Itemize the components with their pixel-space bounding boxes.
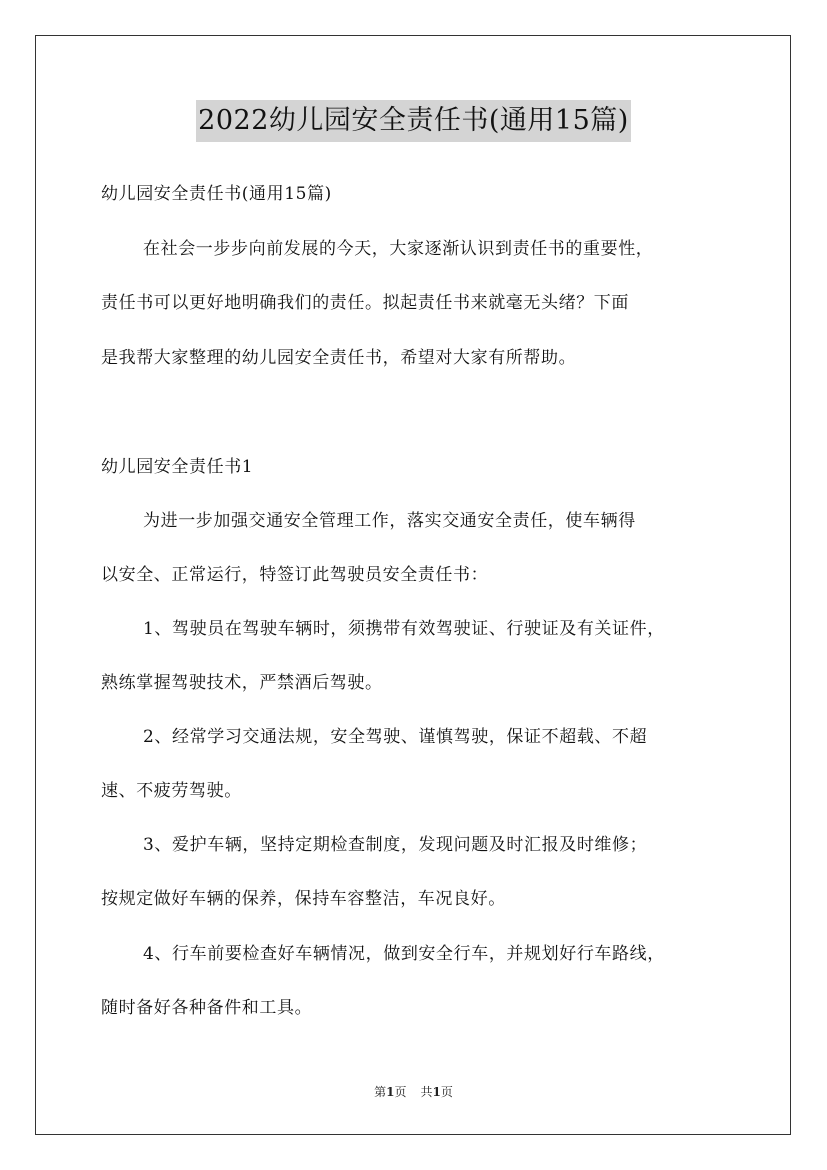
paragraph-line-2: 以安全、正常运行，特签订此驾驶员安全责任书： xyxy=(101,565,489,585)
list-item-3-line-2: 按规定做好车辆的保养，保持车容整洁，车况良好。 xyxy=(101,889,506,909)
intro-line-2: 责任书可以更好地明确我们的责任。拟起责任书来就毫无头绪？下面 xyxy=(101,293,629,313)
list-item-4-line-2: 随时备好各种备件和工具。 xyxy=(101,998,313,1018)
paragraph-line-1: 为进一步加强交通安全管理工作，落实交通安全责任，使车辆得 xyxy=(143,511,636,531)
section-heading: 幼儿园安全责任书1 xyxy=(101,457,254,477)
page-label-prefix: 第 xyxy=(374,1085,387,1099)
document-title-text: 2022幼儿园安全责任书(通用15篇) xyxy=(196,100,631,142)
list-item-1-line-2: 熟练掌握驾驶技术，严禁酒后驾驶。 xyxy=(101,673,383,693)
list-item-1-line-1: 1、驾驶员在驾驶车辆时，须携带有效驾驶证、行驶证及有关证件， xyxy=(143,619,665,639)
list-item-3-line-1: 3、爱护车辆，坚持定期检查制度，发现问题及时汇报及时维修； xyxy=(143,835,648,855)
list-item-4-line-1: 4、行车前要检查好车辆情况，做到安全行车，并规划好行车路线， xyxy=(143,944,665,964)
intro-line-1: 在社会一步步向前发展的今天，大家逐渐认识到责任书的重要性， xyxy=(143,239,654,259)
total-pages: 1 xyxy=(432,1085,441,1099)
list-item-2-line-1: 2、经常学习交通法规，安全驾驶、谨慎驾驶，保证不超载、不超 xyxy=(143,727,648,747)
intro-line-3: 是我帮大家整理的幼儿园安全责任书，希望对大家有所帮助。 xyxy=(101,348,577,368)
total-label-prefix: 共 xyxy=(420,1085,433,1099)
page-number: 1 xyxy=(386,1085,395,1099)
page-label-suffix: 页 xyxy=(394,1085,407,1099)
total-label-suffix: 页 xyxy=(440,1085,453,1099)
document-title xyxy=(0,100,827,142)
list-item-2-line-2: 速、不疲劳驾驶。 xyxy=(101,781,242,801)
document-subtitle: 幼儿园安全责任书(通用15篇) xyxy=(101,184,332,204)
page-footer xyxy=(0,1083,827,1101)
